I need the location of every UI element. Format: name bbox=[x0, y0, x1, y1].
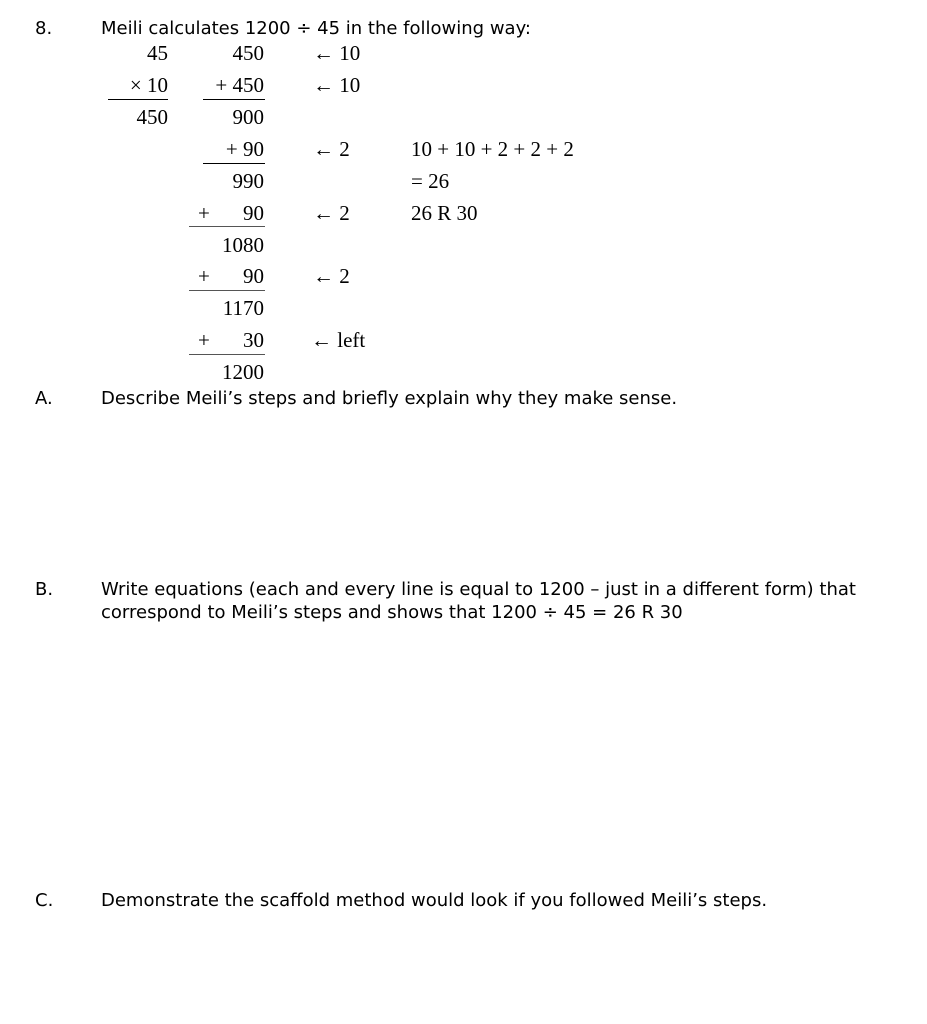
question-stem: Meili calculates 1200 ÷ 45 in the following way: bbox=[101, 18, 531, 39]
summary-answer: 26 R 30 bbox=[411, 201, 478, 225]
main-row-11: 1200 bbox=[222, 360, 264, 384]
main-row-6-sign: + bbox=[198, 201, 210, 225]
main-row-2: + 450 bbox=[215, 73, 264, 97]
summary-equals: = 26 bbox=[411, 169, 450, 193]
part-c-prompt: Demonstrate the scaffold method would look if you followed Meili’s steps. bbox=[101, 890, 768, 911]
main-row-9: 1170 bbox=[222, 296, 264, 320]
left-product: 450 bbox=[136, 105, 168, 129]
main-row-10-sign: + bbox=[198, 328, 210, 352]
arrow-note-3: ← 2 bbox=[313, 137, 350, 161]
arrow-note-1: ← 10 bbox=[313, 41, 361, 65]
main-underline-1 bbox=[203, 99, 265, 100]
main-row-7: 1080 bbox=[222, 233, 264, 257]
main-underline-3 bbox=[189, 226, 265, 227]
part-b-prompt-line-2: correspond to Meili’s steps and shows that 1200 ÷ 45 = 26 R 30 bbox=[101, 602, 683, 623]
part-b-prompt-line-1: Write equations (each and every line is equal to 1200 – just in a different form) that bbox=[101, 579, 856, 600]
main-row-8: 90 bbox=[243, 264, 264, 288]
part-a-prompt: Describe Meili’s steps and briefly explain why they make sense. bbox=[101, 388, 678, 409]
arrow-note-5: ← 2 bbox=[313, 264, 350, 288]
arrow-note-2: ← 10 bbox=[313, 73, 361, 97]
part-b-label: B. bbox=[35, 579, 54, 600]
main-underline-4 bbox=[189, 290, 265, 291]
arrow-note-6: ← left bbox=[311, 328, 366, 352]
question-number: 8. bbox=[35, 18, 53, 39]
part-c-label: C. bbox=[35, 890, 54, 911]
left-factor: 45 bbox=[147, 41, 168, 65]
main-row-8-sign: + bbox=[198, 264, 210, 288]
main-row-1: 450 bbox=[232, 41, 264, 65]
main-row-6: 90 bbox=[243, 201, 264, 225]
main-underline-5 bbox=[189, 354, 265, 355]
summary-sum: 10 + 10 + 2 + 2 + 2 bbox=[411, 137, 574, 161]
left-multiplier: × 10 bbox=[129, 73, 168, 97]
arrow-note-4: ← 2 bbox=[313, 201, 350, 225]
main-underline-2 bbox=[203, 163, 265, 164]
main-row-3: 900 bbox=[232, 105, 264, 129]
left-underline bbox=[108, 99, 168, 100]
main-row-10: 30 bbox=[243, 328, 264, 352]
main-row-4: + 90 bbox=[225, 137, 264, 161]
main-row-5: 990 bbox=[232, 169, 264, 193]
part-a-label: A. bbox=[35, 388, 53, 409]
